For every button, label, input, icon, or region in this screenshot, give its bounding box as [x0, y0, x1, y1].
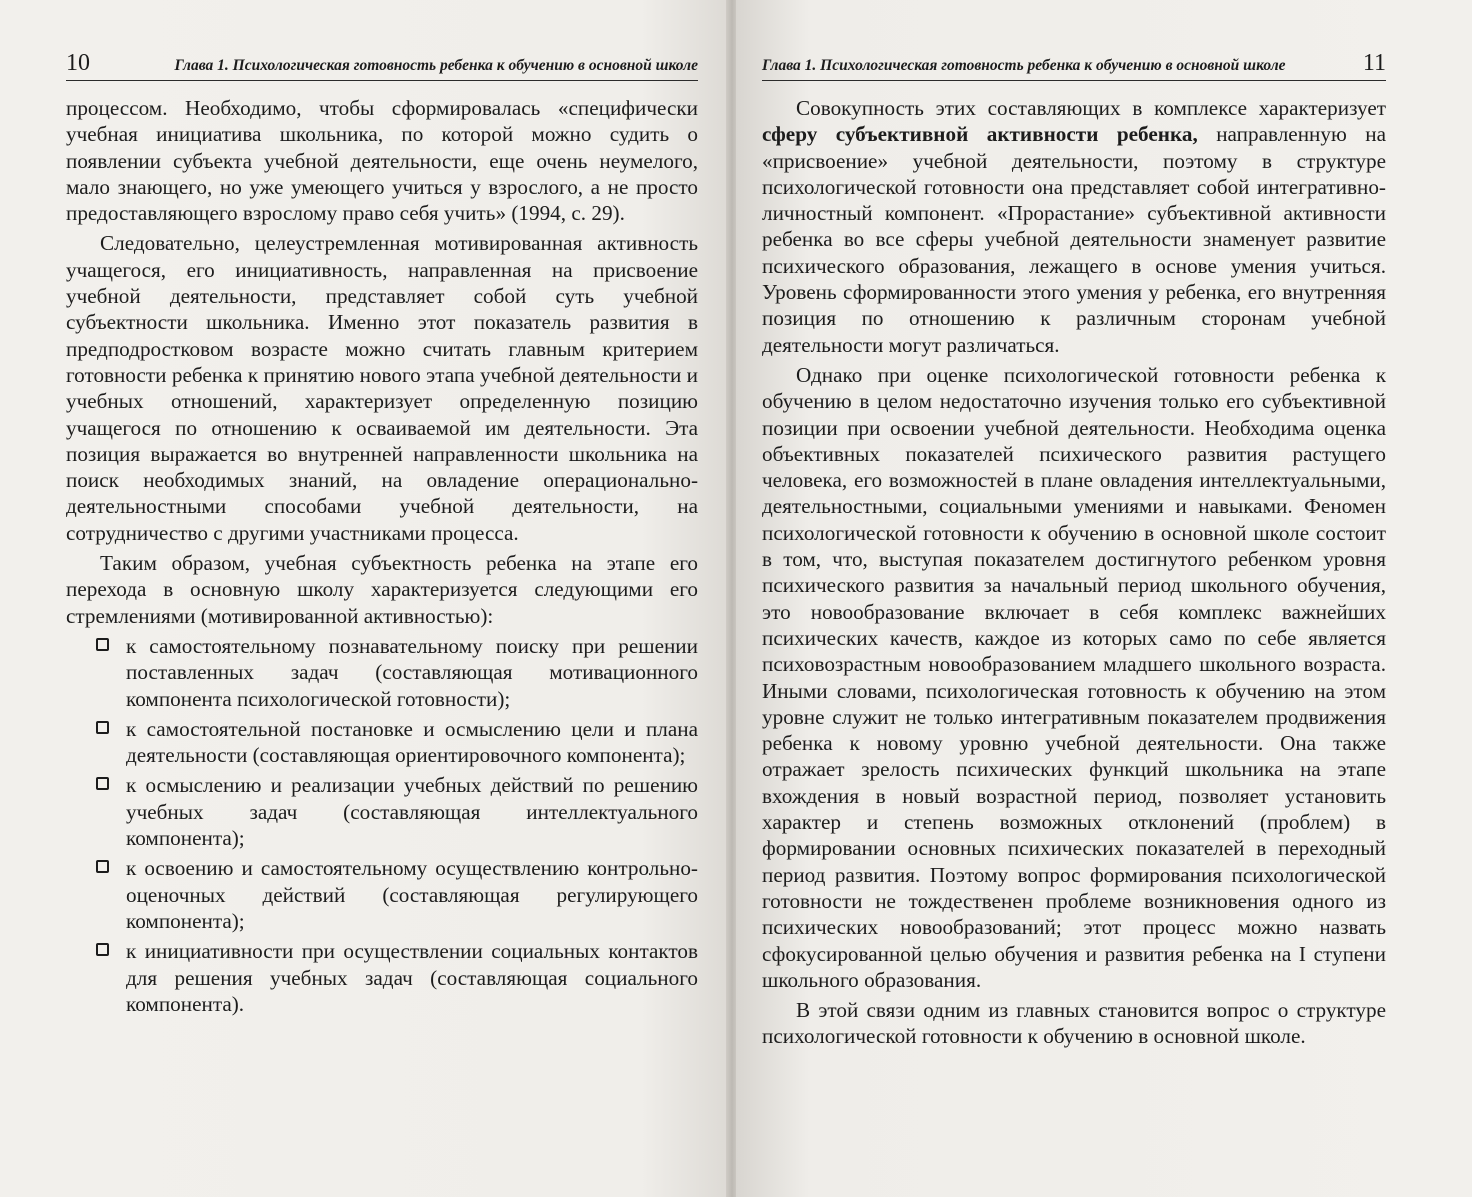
checkbox-bullet-icon	[96, 943, 109, 956]
list-item-text: к освоению и самостоятельному осуществлению контрольно-оценочных действий (составляющая регулирующего компонента);	[126, 856, 698, 933]
checkbox-bullet-icon	[96, 860, 109, 873]
chapter-title: Глава 1. Психологическая готовность ребенка к обучению в основной школе	[174, 57, 698, 74]
checklist	[66, 633, 698, 1017]
list-item	[66, 938, 698, 1017]
paragraph: процессом. Необходимо, чтобы сформировалась «специфически учебная инициатива школьника, по которой можно судить о появлении субъекта учебной деятельности, еще очень неумелого, мало знающего, но уже умеющего учиться у взрослого, а не просто предоставляющего взрослому право себя учить» (1994, с. 29).	[66, 96, 698, 226]
emphasized-term: сферу субъективной активности ребенка,	[762, 122, 1198, 147]
chapter-title: Глава 1. Психологическая готовность ребенка к обучению в основной школе	[762, 57, 1286, 74]
paragraph-text: Совокупность этих составляющих в комплексе характеризует	[796, 96, 1386, 120]
page-number: 11	[1362, 50, 1386, 76]
list-item-text: к самостоятельной постановке и осмыслению цели и плана деятельности (составляющая ориентировочного компонента);	[126, 716, 698, 768]
list-item-text: к инициативности при осуществлении социальных контактов для решения учебных задач (составляющая социального компонента).	[126, 939, 698, 1016]
list-item	[66, 716, 698, 769]
paragraph: Однако при оценке психологической готовности ребенка к обучению в целом недостаточно изучения только его субъективной позиции при освоении учебной деятельности. Необходима оценка объективных показателей психического развития растущего человека, его возможностей в плане овладения интеллектуальными, деятельностными, социальными умениями и навыками. Феномен психологической готовности к обучению в основной школе состоит в том, что, выступая показателем достигнутого ребенком уровня психического развития за начальный период школьного обучения, это новообразование включает в себя комплекс важнейших психических качеств, каждое из которых само по себе является психовозрастным новообразованием младшего школьного возраста. Иными словами, психологическая готовность к обучению на этом уровне служит не только интегративным показателем продвижения ребенка к новому уровню учебной деятельности. Она также отражает зрелость психических функций школьника на этапе вхождения в новый возрастной период, позволяет установить характер и степень возможных отклонений (проблем) в формировании основных психических показателей в переходный период развития. Поэтому вопрос формирования психологической готовности не тождественен проблеме возникновения одного из психических новообразований; этот процесс можно назвать сфокусированной целью обучения и развития ребенка на I ступени школьного образования.	[762, 362, 1386, 992]
checkbox-bullet-icon	[96, 721, 109, 734]
list-item	[66, 633, 698, 712]
running-head	[762, 50, 1386, 81]
page-number: 10	[66, 50, 90, 76]
body-text	[66, 95, 698, 1017]
body-text	[762, 95, 1386, 1050]
paragraph: Следовательно, целеустремленная мотивированная активность учащегося, его инициативность, направленная на присвоение учебной деятельности, представляет собой суть учебной субъектности школьника. Именно этот показатель развития в предподростковом возрасте можно считать главным критерием готовности ребенка к принятию нового этапа учебной деятельности и учебных отношений, характеризует определенную позицию учащегося по отношению к осваиваемой им деятельности. Эта позиция выражается во внутренней направленности школьника на поиск необходимых знаний, на овладение операционально-деятельностными способами учебной деятельности, на сотрудничество с другими участниками процесса.	[66, 231, 698, 545]
list-item-text: к осмыслению и реализации учебных действий по решению учебных задач (составляющая интеллектуального компонента);	[126, 773, 698, 851]
list-item	[66, 855, 698, 934]
paragraph	[762, 95, 1386, 358]
paragraph: Таким образом, учебная субъектность ребенка на этапе его перехода в основную школу характеризуется следующими его стремлениями (мотивированной активностью):	[66, 551, 698, 628]
paragraph: В этой связи одним из главных становится вопрос о структуре психологической готовности к обучению в основной школе.	[762, 998, 1386, 1049]
left-page	[0, 0, 728, 1197]
checkbox-bullet-icon	[96, 777, 109, 790]
list-item	[66, 772, 698, 851]
paragraph-text: направленную на «присвоение» учебной деятельности, поэтому в структуре психологической готовности она представляет собой интегративно-личностный компонент. «Прорастание» субъективной активности ребенка во все сферы учебной деятельности знаменует развитие психического образования, лежащего в основе умения учиться. Уровень сформированности этого умения у ребенка, его внутренняя позиция по отношению к различным сторонам учебной деятельности могут различаться.	[762, 122, 1386, 357]
right-page	[736, 0, 1472, 1197]
running-head	[66, 50, 698, 81]
list-item-text: к самостоятельному познавательному поиску при решении поставленных задач (составляющая мотивационного компонента психологической готовности);	[126, 633, 698, 711]
checkbox-bullet-icon	[96, 638, 109, 651]
